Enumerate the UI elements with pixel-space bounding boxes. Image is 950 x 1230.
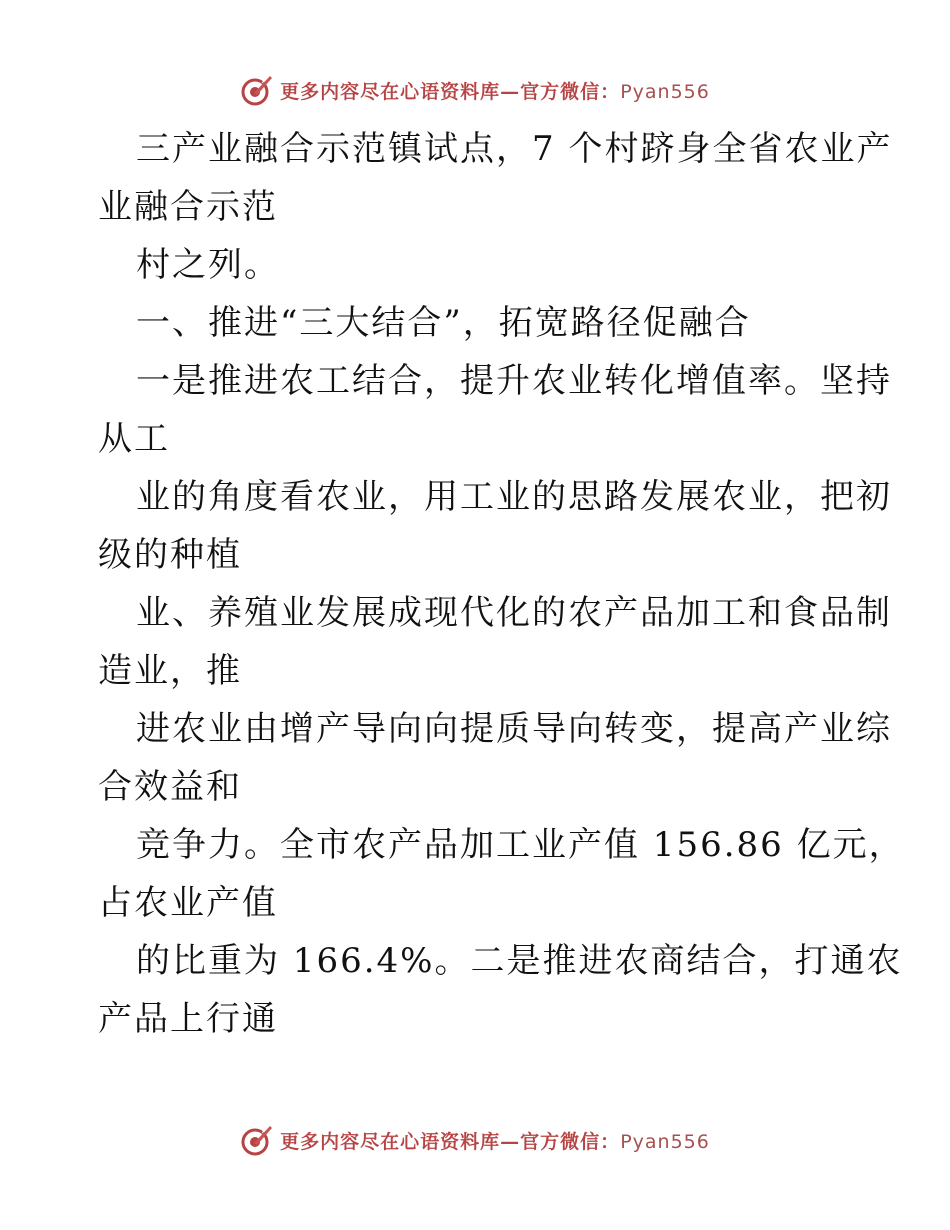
banner-dash: —: [500, 1130, 521, 1153]
text-line: 进农业由增产导向向提质导向转变，提高产业综: [136, 709, 892, 749]
text-line: 产品上行通: [98, 999, 278, 1039]
text-line: 的比重为 166.4%。二是推进农商结合，打通农: [136, 941, 903, 981]
banner-site-text: 更多内容尽在心语资料库: [280, 80, 501, 103]
banner-wechat-id: Pyan556: [620, 1130, 710, 1153]
header-banner: [0, 70, 950, 110]
text-line: 业融合示范: [98, 187, 278, 227]
text-line: 级的种植: [98, 535, 242, 575]
text-line: 造业，推: [98, 651, 242, 691]
text-line: 合效益和: [98, 767, 242, 807]
text-line: 占农业产值: [98, 883, 278, 923]
banner-wechat-label: 官方微信：: [520, 1130, 621, 1153]
text-line: 三产业融合示范镇试点，7 个村跻身全省农业产: [136, 129, 893, 169]
footer-banner: [0, 1120, 950, 1160]
banner-site-text: 更多内容尽在心语资料库: [280, 1130, 501, 1153]
text-line: 业、养殖业发展成现代化的农产品加工和食品制: [136, 593, 892, 633]
banner-dash: —: [500, 80, 521, 103]
quill-pen-logo-icon: [240, 1123, 274, 1157]
document-body: [98, 120, 905, 1048]
text-line: 竞争力。全市农产品加工业产值 156.86 亿元，: [136, 825, 905, 865]
section-heading: 一、推进“三大结合”，拓宽路径促融合: [136, 303, 751, 343]
banner-wechat-id: Pyan556: [620, 80, 710, 103]
text-line: 村之列。: [136, 245, 280, 285]
text-line: 一是推进农工结合，提升农业转化增值率。坚持: [136, 361, 892, 401]
banner-wechat-label: 官方微信：: [520, 80, 621, 103]
text-line: 业的角度看农业，用工业的思路发展农业，把初: [136, 477, 892, 517]
text-line: 从工: [98, 419, 170, 459]
quill-pen-logo-icon: [240, 73, 274, 107]
